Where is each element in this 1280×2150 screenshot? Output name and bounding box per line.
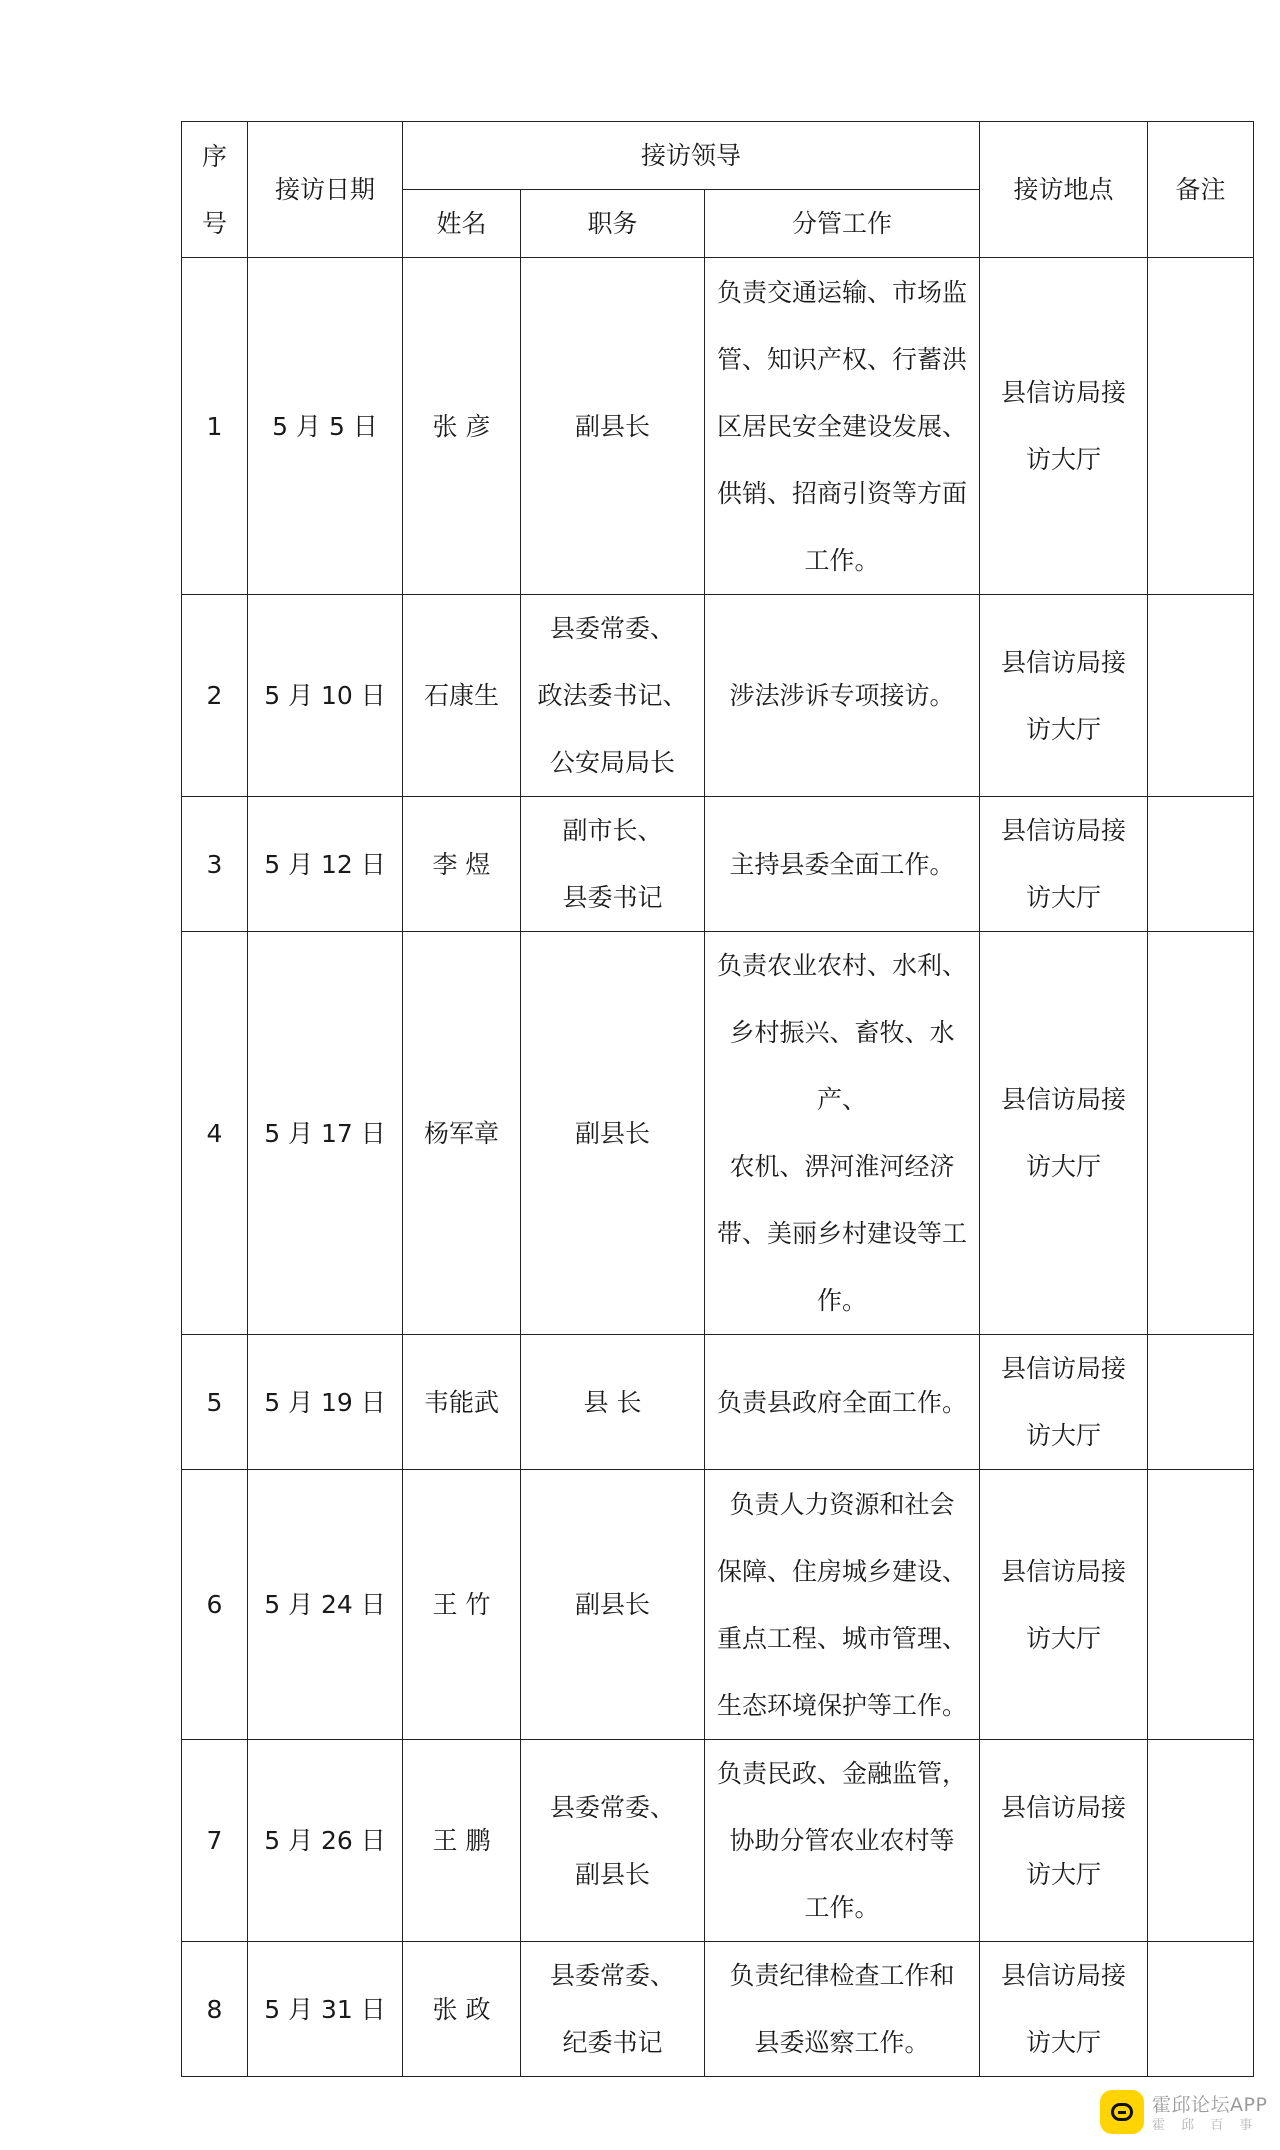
cell-position: 副县长 [521, 1470, 705, 1740]
cell-date: 5 月 17 日 [248, 932, 403, 1335]
cell-location: 县信访局接 访大厅 [980, 1942, 1148, 2077]
header-name: 姓名 [403, 190, 521, 258]
cell-duties: 负责民政、金融监管， 协助分管农业农村等 工作。 [705, 1740, 980, 1942]
cell-name: 杨军章 [403, 932, 521, 1335]
cell-remarks [1148, 932, 1254, 1335]
table-row [182, 932, 1254, 1335]
cell-seq: 5 [182, 1335, 248, 1470]
cell-date: 5 月 19 日 [248, 1335, 403, 1470]
cell-remarks [1148, 797, 1254, 932]
cell-position: 副县长 [521, 932, 705, 1335]
cell-position: 县委常委、 副县长 [521, 1740, 705, 1942]
reception-schedule-table [181, 121, 1254, 2077]
cell-location: 县信访局接 访大厅 [980, 1470, 1148, 1740]
cell-seq: 8 [182, 1942, 248, 2077]
cell-position: 县委常委、 纪委书记 [521, 1942, 705, 2077]
cell-date: 5 月 5 日 [248, 258, 403, 595]
cell-duties: 主持县委全面工作。 [705, 797, 980, 932]
header-position: 职务 [521, 190, 705, 258]
cell-remarks [1148, 595, 1254, 797]
table-row [182, 1740, 1254, 1942]
cell-seq: 2 [182, 595, 248, 797]
cell-name: 李 煜 [403, 797, 521, 932]
cell-name: 石康生 [403, 595, 521, 797]
cell-duties: 涉法涉诉专项接访。 [705, 595, 980, 797]
cell-name: 王 竹 [403, 1470, 521, 1740]
chat-bubble-icon [1100, 2090, 1144, 2134]
cell-date: 5 月 12 日 [248, 797, 403, 932]
table-row [182, 595, 1254, 797]
cell-position: 副县长 [521, 258, 705, 595]
cell-seq: 1 [182, 258, 248, 595]
table-row [182, 1942, 1254, 2077]
cell-position: 县委常委、 政法委书记、 公安局局长 [521, 595, 705, 797]
cell-remarks [1148, 1470, 1254, 1740]
cell-name: 张 彦 [403, 258, 521, 595]
cell-location: 县信访局接 访大厅 [980, 797, 1148, 932]
watermark-title: 霍邱论坛APP [1152, 2094, 1268, 2116]
cell-date: 5 月 10 日 [248, 595, 403, 797]
cell-position: 县 长 [521, 1335, 705, 1470]
cell-duties: 负责农业农村、水利、 乡村振兴、畜牧、水产、 农机、淠河淮河经济 带、美丽乡村建设等工 作。 [705, 932, 980, 1335]
table-row [182, 258, 1254, 595]
cell-remarks [1148, 1335, 1254, 1470]
watermark-subtitle: 霍 邱 百 事 [1152, 2118, 1259, 2133]
app-watermark [1100, 2088, 1280, 2138]
cell-duties: 负责县政府全面工作。 [705, 1335, 980, 1470]
cell-seq: 6 [182, 1470, 248, 1740]
cell-duties: 负责纪律检查工作和 县委巡察工作。 [705, 1942, 980, 2077]
header-duties: 分管工作 [705, 190, 980, 258]
header-remarks: 备注 [1148, 122, 1254, 258]
cell-location: 县信访局接 访大厅 [980, 258, 1148, 595]
cell-location: 县信访局接 访大厅 [980, 595, 1148, 797]
cell-remarks [1148, 258, 1254, 595]
cell-seq: 4 [182, 932, 248, 1335]
header-leader-group: 接访领导 [403, 122, 980, 190]
cell-date: 5 月 24 日 [248, 1470, 403, 1740]
cell-location: 县信访局接 访大厅 [980, 932, 1148, 1335]
cell-date: 5 月 31 日 [248, 1942, 403, 2077]
cell-seq: 3 [182, 797, 248, 932]
cell-remarks [1148, 1942, 1254, 2077]
header-location: 接访地点 [980, 122, 1148, 258]
cell-name: 韦能武 [403, 1335, 521, 1470]
table-row [182, 797, 1254, 932]
cell-name: 张 政 [403, 1942, 521, 2077]
cell-position: 副市长、 县委书记 [521, 797, 705, 932]
header-date: 接访日期 [248, 122, 403, 258]
table-row [182, 1335, 1254, 1470]
cell-duties: 负责交通运输、市场监 管、知识产权、行蓄洪 区居民安全建设发展、 供销、招商引资等方面 工作。 [705, 258, 980, 595]
cell-duties: 负责人力资源和社会 保障、住房城乡建设、 重点工程、城市管理、 生态环境保护等工作。 [705, 1470, 980, 1740]
cell-location: 县信访局接 访大厅 [980, 1740, 1148, 1942]
cell-remarks [1148, 1740, 1254, 1942]
cell-seq: 7 [182, 1740, 248, 1942]
cell-date: 5 月 26 日 [248, 1740, 403, 1942]
table-row [182, 1470, 1254, 1740]
cell-location: 县信访局接 访大厅 [980, 1335, 1148, 1470]
header-seq: 序 号 [182, 122, 248, 258]
cell-name: 王 鹏 [403, 1740, 521, 1942]
